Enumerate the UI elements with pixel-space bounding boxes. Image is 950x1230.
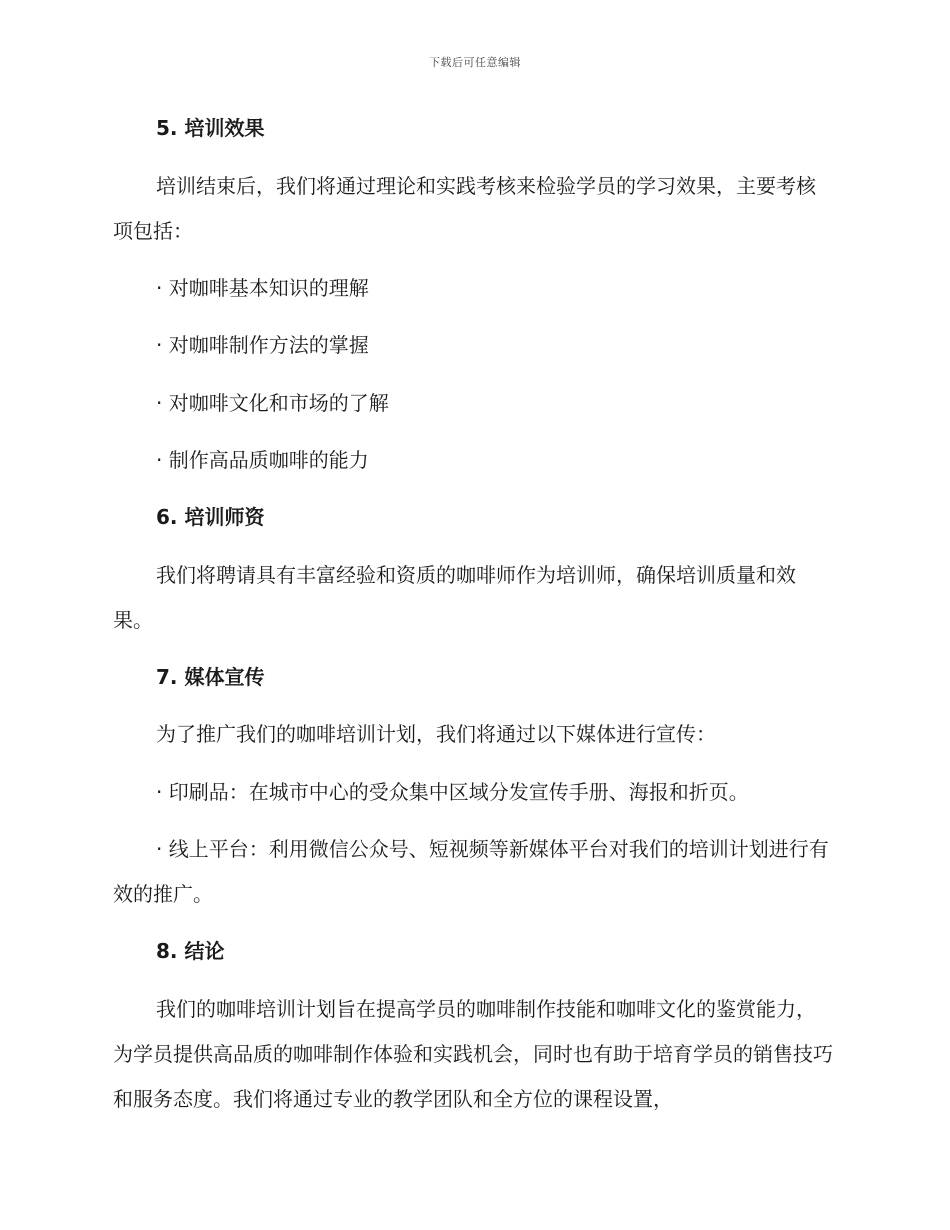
page-header-note: 下载后可任意编辑	[429, 56, 521, 69]
bullet-item: · 制作高品质咖啡的能力	[156, 448, 369, 472]
paragraph: 我们的咖啡培训计划旨在提高学员的咖啡制作技能和咖啡文化的鉴赏能力，为学员提供高品质的咖啡制作体验和实践机会，同时也有助于培育学员的销售技巧和服务态度。我们将通过专业的教学团队和全方位的课程设置，	[113, 997, 833, 1111]
bullet-item: · 对咖啡文化和市场的了解	[156, 391, 389, 415]
bullet-item: · 对咖啡制作方法的掌握	[156, 333, 369, 357]
paragraph: 培训结束后，我们将通过理论和实践考核来检验学员的学习效果，主要考核项包括：	[113, 174, 816, 243]
paragraph: 我们将聘请具有丰富经验和资质的咖啡师作为培训师，确保培训质量和效果。	[113, 563, 796, 632]
bullet-item: · 对咖啡基本知识的理解	[156, 276, 369, 300]
section-heading: 5. 培训效果	[156, 116, 265, 140]
section-heading: 8. 结论	[156, 939, 225, 963]
section-heading: 7. 媒体宣传	[156, 665, 265, 689]
bullet-item: · 线上平台：利用微信公众号、短视频等新媒体平台对我们的培训计划进行有效的推广。	[113, 837, 829, 906]
paragraph: 为了推广我们的咖啡培训计划，我们将通过以下媒体进行宣传：	[156, 722, 716, 746]
section-heading: 6. 培训师资	[156, 505, 265, 529]
bullet-item: · 印刷品：在城市中心的受众集中区域分发宣传手册、海报和折页。	[156, 780, 749, 804]
